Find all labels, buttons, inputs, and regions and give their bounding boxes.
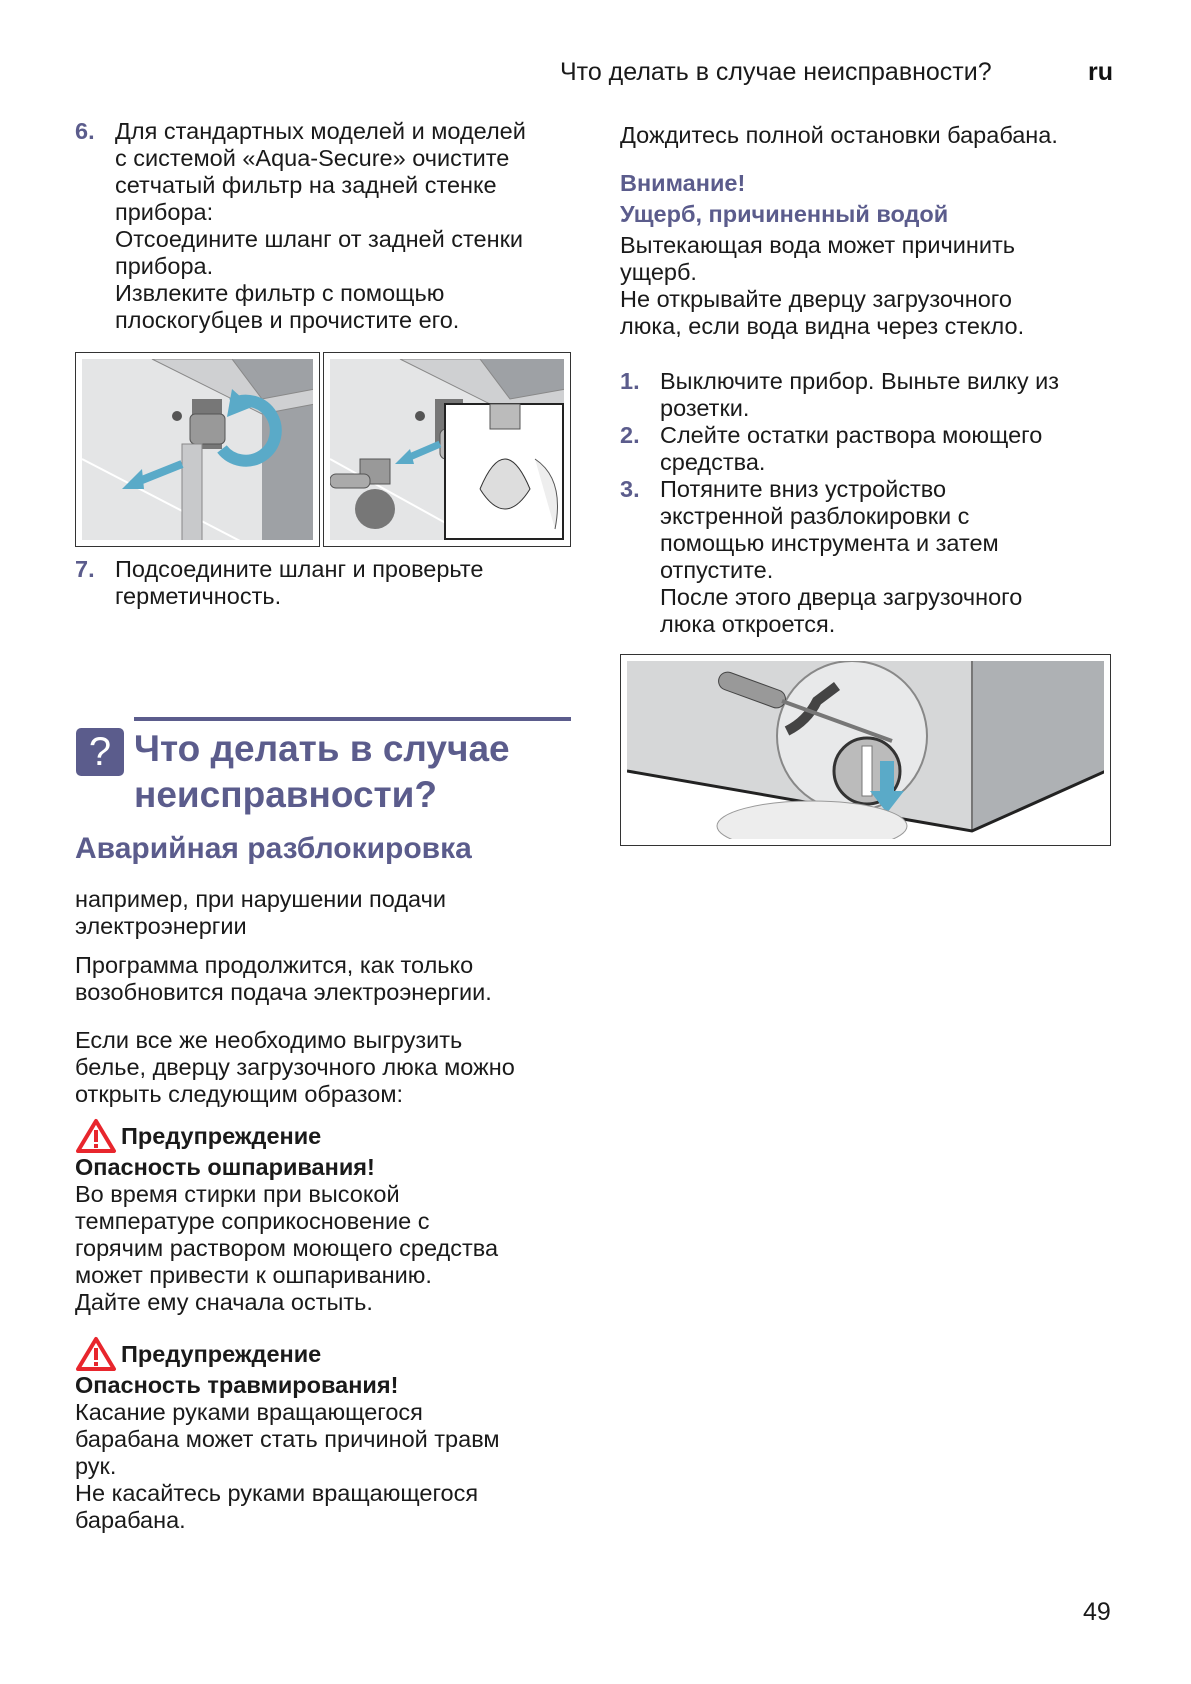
caution-title: Ущерб, причиненный водой [620,201,949,227]
text-line: барабана. [75,1507,186,1533]
step-6 [75,118,580,334]
text-line: Не касайтесь руками вращающегося [75,1480,479,1506]
text-line: Выключите прибор. Выньте вилку из [660,368,1060,394]
text-line: Отсоедините шланг от задней стенки [115,226,523,252]
text-line: экстренной разблокировки с [660,503,970,529]
filter-cleaning-illustration [330,359,564,540]
warning-title: Опасность травмирования! [75,1372,399,1398]
figure-emergency-release [620,654,1111,846]
text-line: сетчатый фильтр на задней стенке [115,172,497,198]
caution-label: Внимание! [620,170,746,196]
text-line: люка, если вода видна через стекло. [620,313,1025,339]
figure-filter-cleaning [323,352,571,547]
step-3 [620,476,1130,638]
text-line: розетки. [660,395,750,421]
text-line: например, при нарушении подачи [75,886,446,912]
intro-wait-drum: Дождитесь полной остановки барабана. [620,122,1058,148]
text-line: рук. [75,1453,117,1479]
text-line: Дайте ему сначала остыть. [75,1289,373,1315]
text-line: прибора. [115,253,214,279]
text-line: ущерб. [620,259,697,285]
text-line: прибора: [115,199,214,225]
running-header-title: Что делать в случае неисправности? [560,58,992,86]
text-line: Во время стирки при высокой [75,1181,400,1207]
text-line: средства. [660,449,766,475]
warning-scalding [75,1118,580,1316]
warning-label: Предупреждение [121,1122,322,1149]
page-number: 49 [1083,1598,1111,1626]
warning-triangle-icon [75,1336,117,1372]
paragraph-unload [75,1027,580,1108]
text-line: Для стандартных моделей и моделей [115,118,526,144]
emergency-release-steps [620,368,1130,638]
text-line: с системой «Aqua-Secure» очистите [115,145,510,171]
text-line: Вытекающая вода может причинить [620,232,1016,258]
step-2 [620,422,1130,476]
step-7 [75,556,580,610]
paragraph-power-failure [75,886,580,940]
step-number: 6. [75,118,95,144]
text-line: плоскогубцев и прочистите его. [115,307,460,333]
section-divider [134,717,571,721]
step-number: 7. [75,556,95,582]
text-line: Извлеките фильтр с помощью [115,280,445,306]
text-line: Потяните вниз устройство [660,476,947,502]
step-1 [620,368,1130,422]
text-line: отпустите. [660,557,774,583]
text-line: барабана может стать причиной травм [75,1426,500,1452]
text-line: горячим раствором моющего средства [75,1235,499,1261]
warning-label: Предупреждение [121,1340,322,1367]
text-line: Не открывайте дверцу загрузочного [620,286,1012,312]
hose-disconnect-illustration [82,359,313,540]
text-line: Программа продолжится, как только [75,952,474,978]
text-line: После этого дверца загрузочного [660,584,1023,610]
caution-water-damage [620,170,1130,340]
question-mark-icon: ? [76,728,124,776]
warning-title: Опасность ошпаривания! [75,1154,375,1180]
text-line: может привести к ошпариванию. [75,1262,432,1288]
text-line: герметичность. [115,583,282,609]
text-line: электроэнергии [75,913,247,939]
text-line: температуре соприкосновение с [75,1208,430,1234]
text-line: Подсоедините шланг и проверьте [115,556,484,582]
step-number: 1. [620,368,640,394]
paragraph-program-continue [75,952,580,1006]
text-line: помощью инструмента и затем [660,530,999,556]
step-number: 2. [620,422,640,448]
section-title-line: Что делать в случае [134,728,510,769]
text-line: открыть следующим образом: [75,1081,404,1107]
text-line: Слейте остатки раствора моющего [660,422,1043,448]
text-line: Если все же необходимо выгрузить [75,1027,463,1053]
warning-injury [75,1336,580,1534]
text-line: возобновится подача электроэнергии. [75,979,492,1005]
subsection-title: Аварийная разблокировка [75,832,472,865]
section-title-line: неисправности? [134,774,438,815]
text-line: белье, дверцу загрузочного люка можно [75,1054,515,1080]
emergency-release-illustration [627,661,1104,839]
figure-hose-disconnect [75,352,320,547]
text-line: люка откроется. [660,611,836,637]
section-title [134,726,594,818]
text-line: Касание руками вращающегося [75,1399,423,1425]
language-code: ru [1088,58,1113,86]
step-number: 3. [620,476,640,502]
warning-triangle-icon [75,1118,117,1154]
